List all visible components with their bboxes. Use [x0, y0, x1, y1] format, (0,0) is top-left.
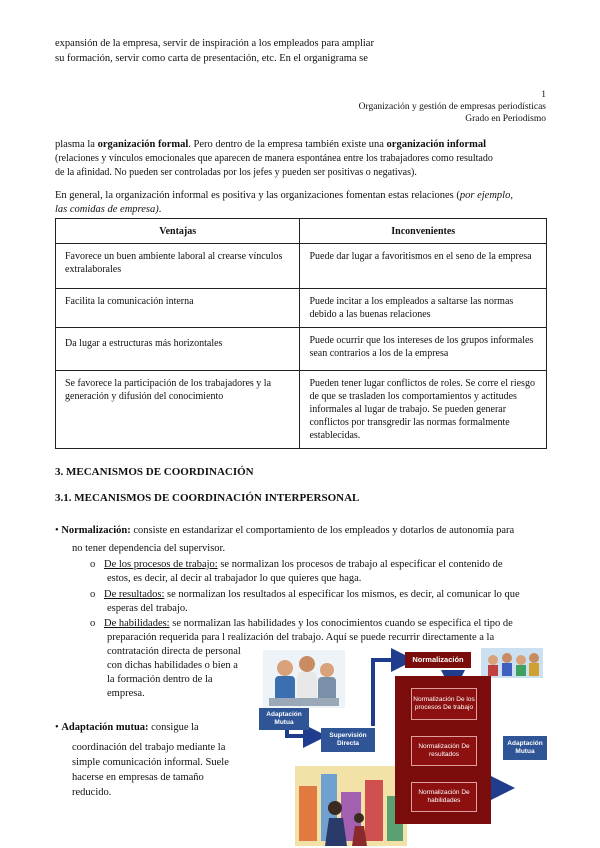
adaptacion-line-1	[55, 721, 199, 735]
general-line-2	[55, 203, 161, 217]
term-formal: organización formal	[97, 139, 189, 150]
table-row	[56, 244, 547, 289]
normalizacion-text: consiste en estandarizar el comportamiento de los empleados y dotarlos de autonomía para	[130, 525, 515, 536]
circle-bullet-icon: o	[90, 589, 96, 600]
sub-item-procesos-cont: estos, es decir, al decir al trabajador lo que quieres que haga.	[107, 573, 362, 584]
adaptacion-body	[72, 740, 229, 800]
adaptacion-line: hacerse en empresas de tamaño	[72, 772, 204, 783]
adaptacion-line: reducido.	[72, 787, 112, 798]
normalizacion-line-2: no tener dependencia del supervisor.	[72, 543, 226, 554]
normalizacion-line-1	[55, 524, 514, 538]
table-cell: Puede incitar a los empleados a saltarse las normas debido a las buenas relaciones	[300, 289, 547, 328]
cont-line: la formación dentro de la	[107, 674, 213, 685]
sub-item-habilidades	[90, 617, 513, 631]
intro-line-3: de la afinidad. No pueden ser controladas por los jefes y pueden ser positivas o negativas).	[55, 167, 417, 178]
header-degree: Grado en Periodismo	[465, 114, 546, 124]
table-cell: Favorece un buen ambiente laboral al crearse vínculos extralaborales	[56, 244, 300, 289]
table-row	[56, 371, 547, 449]
adaptacion-line: simple comunicación informal. Suele	[72, 757, 229, 768]
cont-line: empresa.	[107, 688, 145, 699]
top-line-2: su formación, servir como carta de presentación, etc. En el organigrama se	[55, 53, 368, 64]
box-procesos: Normalización De los procesos De trabajo	[411, 688, 477, 720]
supervision-directa-box: Supervisión Directa	[321, 728, 375, 752]
sub-item-procesos	[90, 558, 503, 572]
section-3-1-heading: 3.1. MECANISMOS DE COORDINACIÓN INTERPERSONAL	[55, 492, 360, 504]
sub-item-title: De habilidades:	[104, 618, 170, 629]
term-normalizacion: Normalización:	[61, 525, 131, 536]
table-cell: Da lugar a estructuras más horizontales	[56, 328, 300, 371]
box-resultados: Normalización De resultados	[411, 736, 477, 766]
sub-item-habilidades-cont: preparación requerida para l realización del trabajo. Aquí se puede recurrir directamente a la	[107, 632, 495, 643]
section-3-heading: 3. MECANISMOS DE COORDINACIÓN	[55, 466, 254, 478]
sub-item-text: se normalizan los resultados al especificar los mismos, es decir, al comunicar lo que	[164, 589, 520, 600]
adaptacion-mutua-right-box: Adaptación Mutua	[503, 736, 547, 760]
col-ventajas: Ventajas	[56, 219, 300, 244]
habilidades-continuation	[107, 645, 252, 701]
intro-text: . Pero dentro de la empresa también existe una	[188, 139, 387, 150]
table-cell: Pueden tener lugar conflictos de roles. Se corre el riesgo de que se trasladen los comportamientos y actitudes informales al lugar de trabajo. Se pueden generar conflictos por transgredir las normas formalmente establecidas.	[300, 371, 547, 449]
adaptacion-text: consigue la	[148, 722, 199, 733]
col-inconvenientes: Inconvenientes	[300, 219, 547, 244]
page-header	[246, 89, 546, 125]
normalizacion-box: Normalización	[405, 652, 471, 668]
intro-line-1	[55, 138, 486, 152]
pros-cons-table	[55, 218, 547, 449]
bullet-icon: •	[55, 722, 59, 733]
box-habilidades: Normalización De habilidades	[411, 782, 477, 812]
table-header-row	[56, 219, 547, 244]
circle-bullet-icon: o	[90, 618, 96, 629]
sub-item-title: De resultados:	[104, 589, 165, 600]
table-row	[56, 289, 547, 328]
cont-line: con dichas habilidades o bien a	[107, 660, 238, 671]
sub-item-resultados	[90, 588, 520, 602]
sub-item-resultados-cont: esperas del trabajo.	[107, 603, 188, 614]
top-line-1: expansión de la empresa, servir de inspiración a los empleados para ampliar	[55, 38, 374, 49]
sub-item-text: se normalizan las habilidades y los conocimientos cuando se especifica el tipo de	[169, 618, 513, 629]
general-line-1	[55, 189, 513, 203]
table-cell: Facilita la comunicación interna	[56, 289, 300, 328]
general-text: En general, la organización informal es positiva y las organizaciones fomentan estas relaciones (	[55, 190, 460, 201]
table-cell: Puede ocurrir que los intereses de los grupos informales sean contrarios a los de la empresa	[300, 328, 547, 371]
header-course: Organización y gestión de empresas periodísticas	[358, 102, 546, 112]
intro-text: plasma la	[55, 139, 98, 150]
example-italic: las comidas de empresa)	[55, 204, 159, 215]
sub-item-title: De los procesos de trabajo:	[104, 559, 218, 570]
table-cell: Se favorece la participación de los trabajadores y la generación y difusión del conocimiento	[56, 371, 300, 449]
adaptacion-mutua-left-box: Adaptación Mutua	[259, 708, 309, 730]
cont-line: contratación directa de personal	[107, 646, 241, 657]
table-cell: Puede dar lugar a favoritismos en el seno de la empresa	[300, 244, 547, 289]
bullet-icon: •	[55, 525, 59, 536]
intro-line-2: (relaciones y vínculos emocionales que aparecen de manera espontánea entre los trabajadores como resultado	[55, 153, 493, 164]
term-adaptacion: Adaptación mutua:	[61, 722, 149, 733]
adaptacion-line: coordinación del trabajo mediante la	[72, 742, 226, 753]
coordination-diagram	[255, 648, 550, 848]
circle-bullet-icon: o	[90, 559, 96, 570]
sub-item-text: se normalizan los procesos de trabajo al especificar el contenido de	[217, 559, 503, 570]
example-italic: por ejemplo,	[459, 190, 513, 201]
page-number: 1	[541, 90, 546, 100]
term-informal: organización informal	[386, 139, 486, 150]
table-row	[56, 328, 547, 371]
period: .	[158, 204, 162, 215]
